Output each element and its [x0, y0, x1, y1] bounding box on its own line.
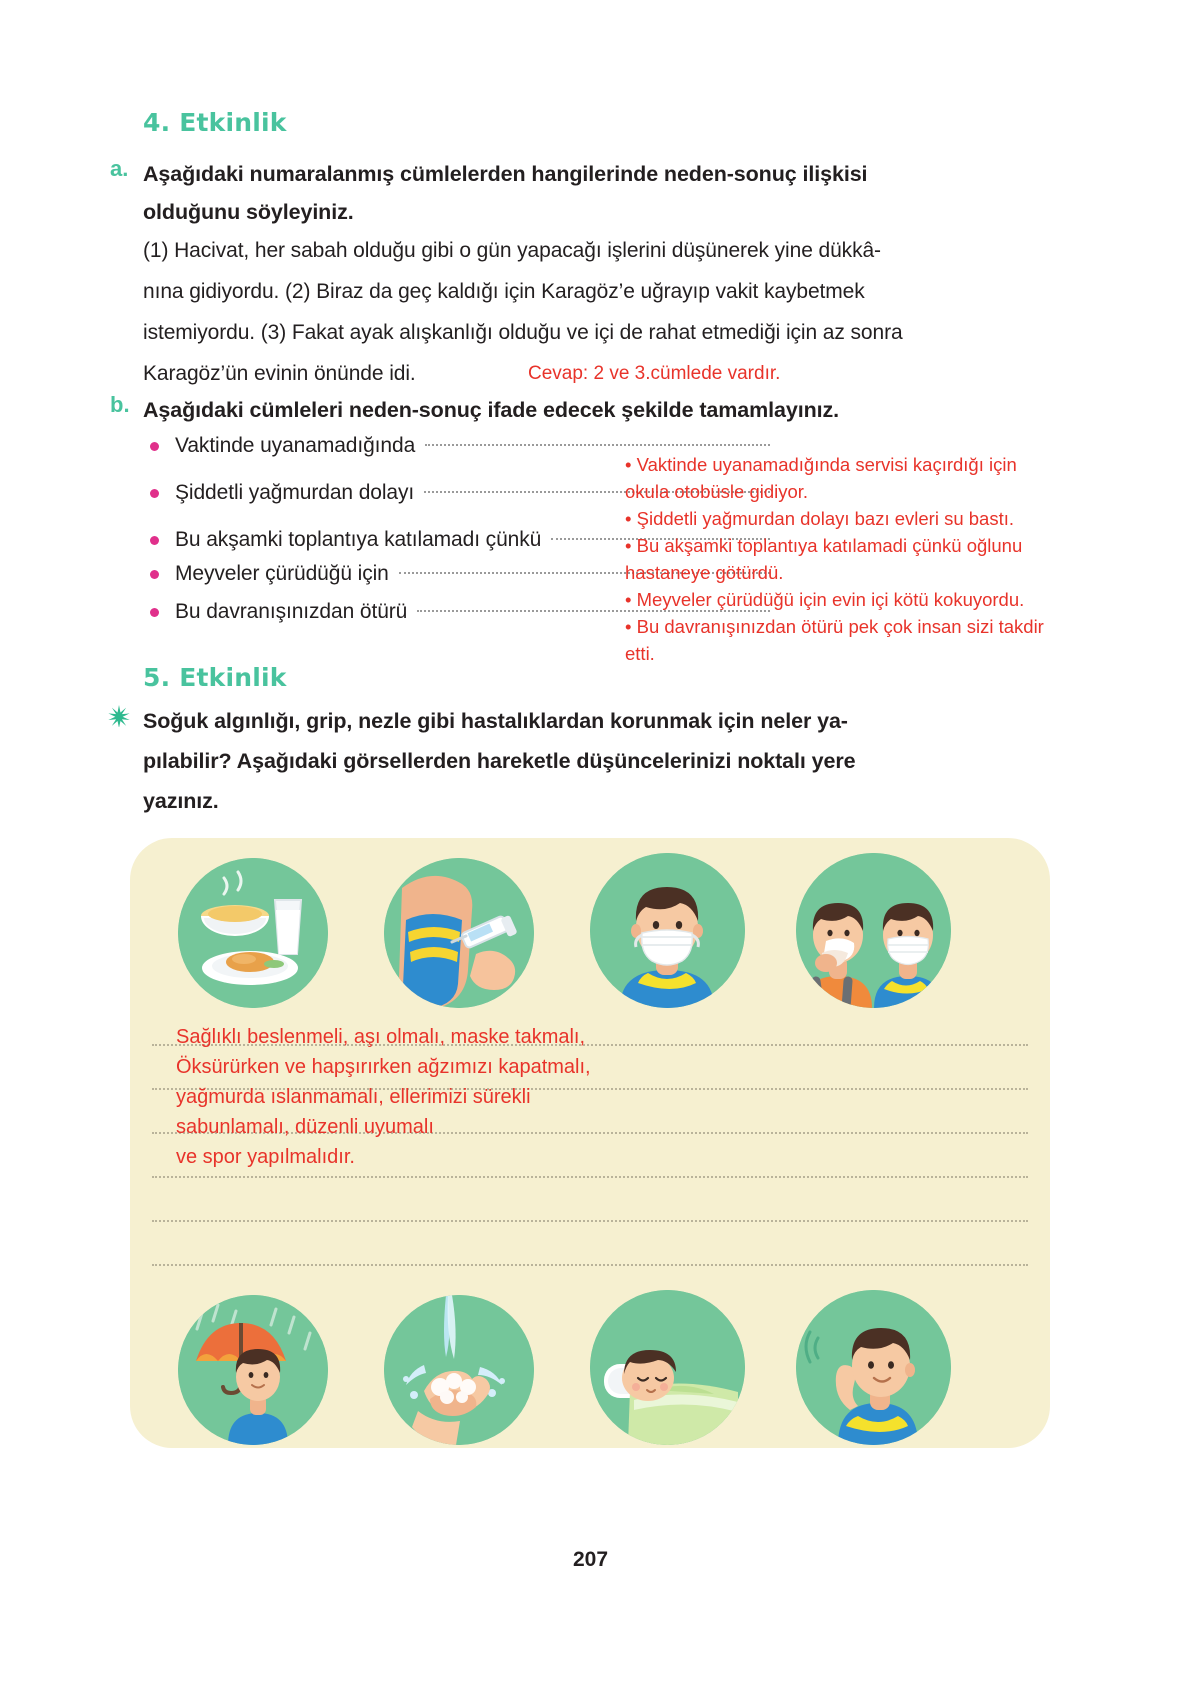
child-sleeping-in-bed-illustration	[590, 1290, 745, 1445]
writing-line[interactable]	[152, 1220, 1028, 1222]
bullet-dot-icon	[150, 536, 159, 545]
handwritten-line-5: ve spor yapılmalıdır.	[176, 1146, 355, 1168]
activity-5-prompt-line3: yazınız.	[143, 789, 219, 813]
bullet-dot-icon	[150, 442, 159, 451]
answer-b-line-4: • Bu akşamki toplantıya katılamadi çünkü oğlunu	[625, 535, 1023, 556]
writing-line[interactable]	[152, 1176, 1028, 1178]
question-b-prompt: Aşağıdaki cümleleri neden-sonuç ifade edecek şekilde tamamlayınız.	[143, 398, 840, 422]
answer-b-line-2: okula otobüsle gidiyor.	[625, 481, 809, 502]
answer-b-line-7: • Bu davranışınızdan ötürü pek çok insan sizi takdir	[625, 616, 1044, 637]
handwritten-line-3: yağmurda ıslanmamalı, ellerimizi sürekli	[176, 1086, 531, 1108]
passage-line-4: Karagöz’ün evinin önünde idi.	[143, 362, 416, 385]
answer-b-line-5: hastaneye götürdü.	[625, 562, 784, 583]
activity-5-prompt-line2: pılabilir? Aşağıdaki görsellerden hareketle düşüncelerinizi noktalı yere	[143, 749, 856, 773]
starburst-icon	[108, 705, 130, 731]
list-item-label: Vaktinde uyanamadığında	[175, 434, 416, 457]
boy-exercising-illustration	[796, 1290, 951, 1445]
passage-line-2: nına gidiyordu. (2) Biraz da geç kaldığı için Karagöz’e uğrayıp vakit kaybetmek	[143, 280, 865, 303]
activity-5-prompt-line1: Soğuk algınlığı, grip, nezle gibi hastalıklardan korunmak için neler ya-	[143, 709, 848, 733]
question-a-letter: a.	[110, 156, 129, 181]
boy-with-umbrella-in-rain-illustration	[178, 1295, 328, 1445]
list-item-label: Bu akşamki toplantıya katılamadı çünkü	[175, 528, 542, 551]
vaccination-arm-injection-illustration	[384, 858, 534, 1008]
bullet-dot-icon	[150, 608, 159, 617]
answer-b-line-6: • Meyveler çürüdüğü için evin içi kötü kokuyordu.	[625, 589, 1025, 610]
handwritten-line-2: Öksürürken ve hapşırırken ağzımızı kapatmalı,	[176, 1056, 591, 1078]
bullet-dot-icon	[150, 489, 159, 498]
question-a-prompt-line1: Aşağıdaki numaralanmış cümlelerden hangilerinde neden-sonuç ilişkisi	[143, 162, 868, 186]
list-item-label: Şiddetli yağmurdan dolayı	[175, 481, 415, 504]
bullet-dot-icon	[150, 570, 159, 579]
answer-b-line-1: • Vaktinde uyanamadığında servisi kaçırdığı için	[625, 454, 1017, 475]
passage-line-1: (1) Hacivat, her sabah olduğu gibi o gün yapacağı işlerini düşünerek yine dükkâ-	[143, 239, 881, 262]
question-a-prompt-line2: olduğunu söyleyiniz.	[143, 200, 354, 224]
handwritten-line-1: Sağlıklı beslenmeli, aşı olmalı, maske takmalı,	[176, 1026, 586, 1048]
boy-wearing-mask-illustration	[590, 853, 745, 1008]
page-number: 207	[572, 1548, 609, 1571]
passage-line-3: istemiyordu. (3) Fakat ayak alışkanlığı olduğu ve içi de rahat etmediği için az sonra	[143, 321, 903, 344]
question-b-letter: b.	[110, 392, 130, 417]
activity-5-handwritten-answer	[176, 1022, 816, 1172]
fill-in-blank-line[interactable]	[425, 443, 770, 446]
list-item-label: Meyveler çürüdüğü için	[175, 562, 389, 585]
answer-b-line-3: • Şiddetli yağmurdan dolayı bazı evleri su bastı.	[625, 508, 1015, 529]
two-boys-sneezing-tissue-illustration	[796, 853, 951, 1008]
list-item-label: Bu davranışınızdan ötürü	[175, 600, 408, 623]
answer-b-line-8: etti.	[625, 643, 655, 664]
activity-5-title: 5. Etkinlik	[143, 663, 287, 692]
writing-line[interactable]	[152, 1264, 1028, 1266]
answer-a-text: Cevap: 2 ve 3.cümlede vardır.	[528, 363, 781, 384]
activity-4-title: 4. Etkinlik	[143, 108, 287, 137]
washing-hands-with-soap-illustration	[384, 1295, 534, 1445]
healthy-food-soup-milk-illustration	[178, 858, 328, 1008]
handwritten-line-4: sabunlamalı, düzenli uyumalı	[176, 1116, 434, 1138]
